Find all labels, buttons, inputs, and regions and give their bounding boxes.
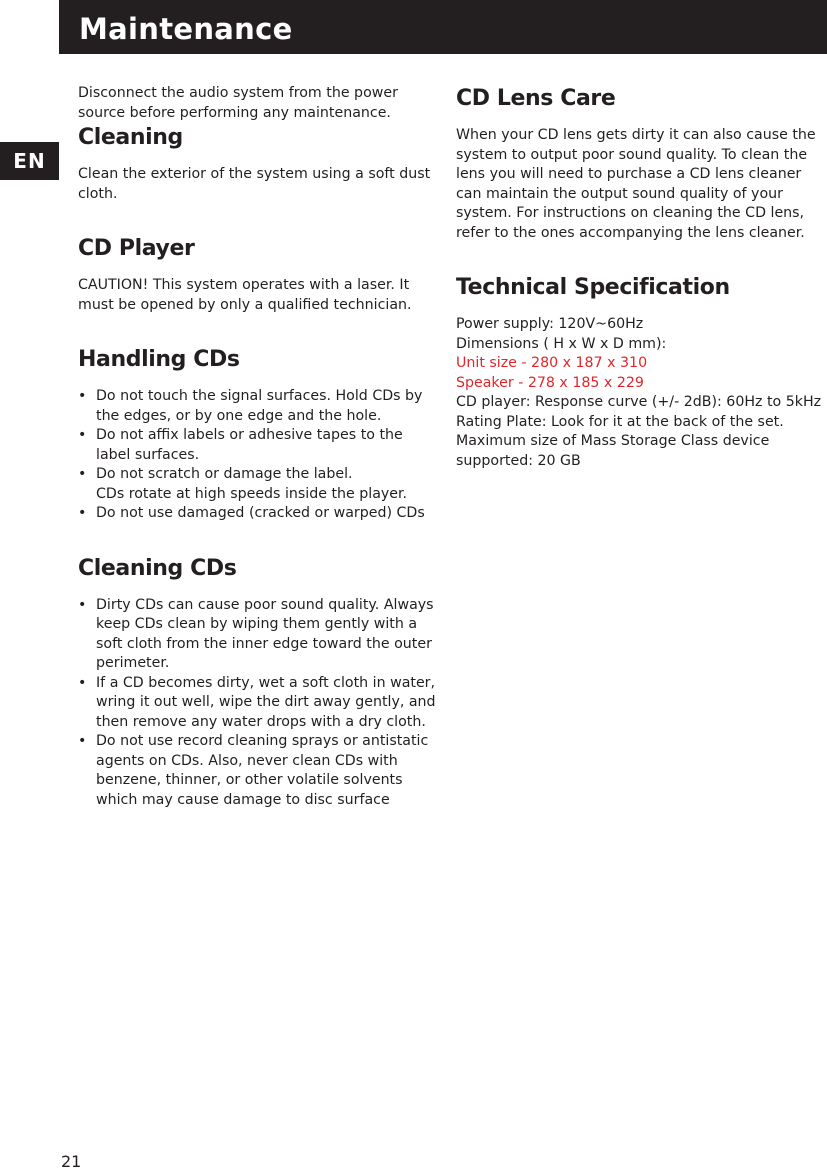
list-item-extra-text: CDs rotate at high speeds inside the player. xyxy=(96,485,408,502)
list-item xyxy=(78,674,438,733)
cleaning-heading: Cleaning xyxy=(78,125,183,150)
list-item xyxy=(78,387,438,426)
bullet-icon: • xyxy=(78,427,87,443)
list-item xyxy=(78,596,438,674)
page-number: 21 xyxy=(61,1152,82,1171)
technical-specification-heading: Technical Specification xyxy=(456,275,730,300)
cd-lens-care-section xyxy=(456,84,821,243)
spec-unit-size: Unit size - 280 x 187 x 310 xyxy=(456,355,648,371)
cleaning-text: Clean the exterior of the system using a soft dust cloth. xyxy=(78,166,431,202)
bullet-icon: • xyxy=(78,596,87,613)
list-item-text: Dirty CDs can cause poor sound quality. Always keep CDs clean by wiping them gently with a soft cloth from the inner edge toward the outer perimeter. xyxy=(96,596,434,671)
spec-response-curve: CD player: Response curve (+/- 2dB): 60Hz to 5kHz xyxy=(456,394,822,410)
handling-list xyxy=(78,387,438,524)
bullet-icon: • xyxy=(78,733,87,749)
left-column xyxy=(78,84,438,840)
bullet-icon: • xyxy=(78,466,87,482)
cd-player-heading: CD Player xyxy=(78,236,195,261)
spec-power-supply: Power supply: 120V~60Hz xyxy=(456,316,644,332)
right-column xyxy=(456,84,821,501)
cd-lens-care-heading: CD Lens Care xyxy=(456,86,616,111)
handling-cds-heading: Handling CDs xyxy=(78,347,240,372)
spec-speaker-size: Speaker - 278 x 185 x 229 xyxy=(456,374,644,391)
cd-lens-care-text: When your CD lens gets dirty it can also cause the system to output poor sound quality. To clean the lens you will need to purchase a CD lens cleaner can maintain the output sound quality of your system. For instructions on cleaning the CD lens, refer to the ones accompanying the lens cleaner. xyxy=(456,127,816,241)
bullet-icon: • xyxy=(78,388,87,404)
list-item-text: Do not touch the signal surfaces. Hold CDs by the edges, or by one edge and the hole. xyxy=(96,388,423,424)
cd-player-section xyxy=(78,234,438,315)
list-item xyxy=(78,426,438,465)
page-title: Maintenance xyxy=(79,12,293,46)
list-item-text: If a CD becomes dirty, wet a soft cloth in water, wring it out well, wipe the dirt away gently, and then remove any water drops with a dry cloth. xyxy=(96,674,436,730)
list-item xyxy=(78,732,438,810)
bullet-icon: • xyxy=(78,505,87,521)
list-item-text: Do not affix labels or adhesive tapes to the label surfaces. xyxy=(96,427,403,463)
list-item-text: Do not use record cleaning sprays or antistatic agents on CDs. Also, never clean CDs with benzene, thinner, or other volatile solvents which may cause damage to disc surface xyxy=(96,733,429,808)
list-item-text: Do not scratch or damage the label. xyxy=(96,466,353,482)
list-item xyxy=(78,465,438,504)
intro-text: Disconnect the audio system from the power source before performing any maintenance. xyxy=(78,85,398,121)
bullet-icon: • xyxy=(78,674,87,691)
cleaning-cds-list xyxy=(78,596,438,811)
cleaning-section xyxy=(78,123,438,204)
list-item-text: Do not use damaged (cracked or warped) CDs xyxy=(96,505,425,521)
cleaning-cds-section xyxy=(78,554,438,811)
list-item xyxy=(78,504,438,524)
cleaning-cds-heading: Cleaning CDs xyxy=(78,555,237,581)
handling-cds-section xyxy=(78,345,438,524)
language-tab: EN xyxy=(0,142,59,180)
spec-mass-storage: Maximum size of Mass Storage Class device supported: 20 GB xyxy=(456,433,770,469)
spec-dimensions: Dimensions ( H x W x D mm): xyxy=(456,335,667,352)
spec-rating-plate: Rating Plate: Look for it at the back of the set. xyxy=(456,413,784,430)
cd-player-text: CAUTION! This system operates with a laser. It must be opened by only a qualified technician. xyxy=(78,277,412,313)
technical-specification-section xyxy=(456,273,821,471)
